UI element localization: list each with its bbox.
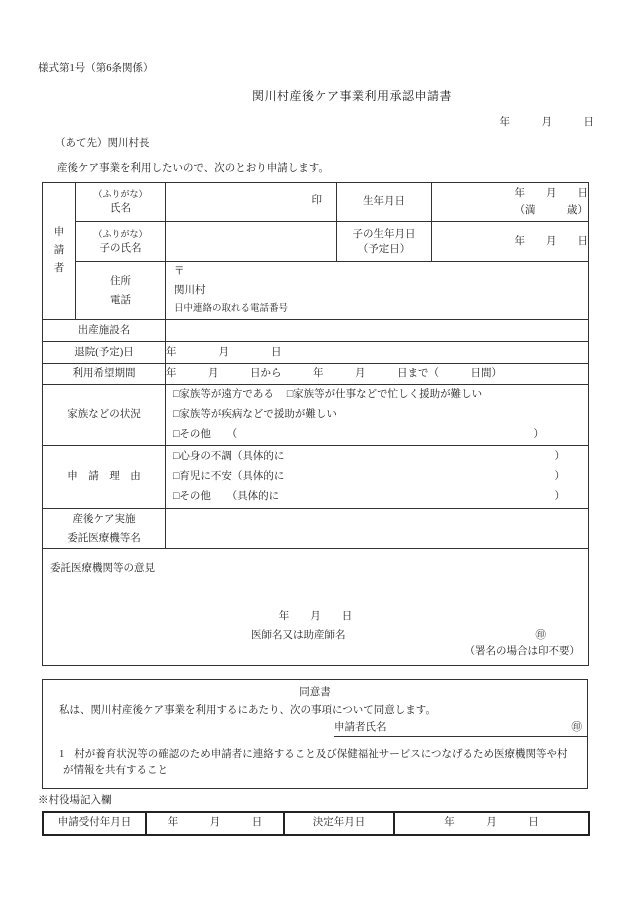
row-application-reason bbox=[43, 446, 589, 509]
row-address bbox=[43, 262, 589, 320]
consent-item-number: 1 bbox=[59, 749, 65, 761]
furigana-label: （ふりがな） bbox=[93, 189, 148, 200]
office-use-note: ※村役場記入欄 bbox=[38, 795, 112, 807]
reason-label: 申 請 理 由 bbox=[43, 446, 166, 509]
medical-opinion-label: 委託医療機関等の意見 bbox=[50, 562, 155, 574]
care-provider-entry-field bbox=[166, 509, 589, 549]
applicant-name-label: 申請者氏名 bbox=[334, 722, 387, 734]
page-title: 関川村産後ケア事業利用承認申請書 bbox=[251, 88, 452, 103]
birthdate-label: 生年月日 bbox=[337, 183, 432, 222]
office-use-table bbox=[42, 811, 590, 836]
intro-sentence: 産後ケア事業を利用したいので、次のとおり申請します。 bbox=[57, 162, 329, 174]
village-name: 関川村 bbox=[174, 285, 206, 297]
child-name-label-cell bbox=[76, 222, 166, 262]
address-phone-label: 住所 電話 bbox=[76, 262, 166, 320]
decision-date-blank: 年 月 日 bbox=[394, 812, 589, 835]
close-paren: ） bbox=[554, 471, 565, 483]
furigana-label: （ふりがな） bbox=[93, 228, 148, 239]
row-birth-facility bbox=[43, 320, 589, 342]
family-status-options bbox=[166, 385, 589, 446]
child-birthdate-label: 子の生年月日 （予定日） bbox=[337, 222, 432, 262]
care-provider-label: 産後ケア実施 委託医療機等名 bbox=[43, 509, 166, 549]
decision-date-label: 決定年月日 bbox=[284, 812, 394, 835]
consent-item-1 bbox=[43, 747, 587, 779]
consent-title: 同意書 bbox=[299, 687, 331, 699]
birthdate-entry-field bbox=[432, 183, 589, 222]
receipt-date-label: 申請受付年月日 bbox=[43, 812, 146, 835]
applicant-side-label: 申 請 者 bbox=[43, 183, 76, 320]
consent-item-text: 村が養育状況等の確認のため申請者に連絡すること及び保健福祉サービスにつなげるため医療機関等や村が情報を共有すること bbox=[63, 749, 568, 777]
checkbox-option-family-far: □家族等が遠方である bbox=[173, 389, 274, 401]
name-label: 氏名 bbox=[110, 203, 131, 215]
checkbox-option-childcare-anxiety: □育児に不安（具体的に bbox=[173, 471, 285, 483]
family-status-label: 家族などの状況 bbox=[43, 385, 166, 446]
close-paren: ） bbox=[554, 451, 565, 463]
birthdate-blank: 年 月 日 bbox=[514, 188, 588, 200]
row-discharge-date bbox=[43, 342, 589, 364]
facility-label: 出産施設名 bbox=[43, 320, 166, 342]
consent-statement: 私は、関川村産後ケア事業を利用するにあたり、次の事項について同意します。 bbox=[59, 704, 436, 716]
row-child-name bbox=[43, 222, 589, 262]
child-name-label: 子の氏名 bbox=[99, 242, 142, 254]
row-applicant-name bbox=[43, 183, 589, 222]
seal-circle-mark: ㊞ bbox=[535, 630, 546, 642]
close-paren: ） bbox=[533, 429, 544, 441]
form-number: 様式第1号（第6条関係） bbox=[38, 63, 154, 74]
facility-entry-field bbox=[166, 320, 589, 342]
reason-options bbox=[166, 446, 589, 509]
row-desired-period bbox=[43, 364, 589, 385]
checkbox-option-family-other: □その他 （ bbox=[173, 429, 238, 441]
name-label-cell bbox=[76, 183, 166, 222]
postal-mark: 〒 bbox=[174, 266, 185, 278]
name-entry-field bbox=[166, 183, 337, 222]
discharge-date-blank: 年 月 日 bbox=[166, 342, 589, 364]
child-birthdate-entry-field bbox=[432, 222, 589, 262]
row-care-provider bbox=[43, 509, 589, 549]
close-paren: ） bbox=[554, 491, 565, 503]
period-blank: 年 月 日から 年 月 日まで（ 日間） bbox=[166, 364, 589, 385]
checkbox-option-family-busy: □家族等が仕事などで忙しく援助が難しい bbox=[286, 389, 483, 401]
child-name-entry-field bbox=[166, 222, 337, 262]
age-blank: （満 歳） bbox=[514, 205, 588, 217]
phone-note: 日中連絡の取れる電話番号 bbox=[174, 304, 289, 315]
applicant-name-signature-line bbox=[334, 721, 588, 737]
period-label: 利用希望期間 bbox=[43, 364, 166, 385]
opinion-date-blank: 年 月 日 bbox=[278, 610, 353, 622]
addressee: （あて先）関川村長 bbox=[55, 137, 150, 149]
row-medical-opinion bbox=[43, 549, 589, 666]
doctor-name-label: 医師名又は助産師名 bbox=[251, 630, 346, 642]
checkbox-option-family-illness: □家族等が疾病などで援助が難しい bbox=[173, 409, 337, 421]
child-birthdate-blank: 年 月 日 bbox=[514, 236, 588, 248]
medical-opinion-cell bbox=[43, 549, 589, 666]
checkbox-option-reason-other: □その他 （具体的に bbox=[173, 491, 280, 503]
row-family-status bbox=[43, 385, 589, 446]
checkbox-option-physical: □心身の不調（具体的に bbox=[173, 451, 285, 463]
receipt-date-blank: 年 月 日 bbox=[146, 812, 284, 835]
discharge-label: 退院(予定)日 bbox=[43, 342, 166, 364]
applicant-table bbox=[42, 182, 589, 666]
office-use-row bbox=[43, 812, 589, 835]
seal-circle-mark: ㊞ bbox=[571, 722, 582, 734]
application-date-blank: 年 月 日 bbox=[499, 117, 594, 129]
address-entry-field bbox=[166, 262, 589, 320]
seal-mark: 印 bbox=[311, 194, 322, 206]
signature-note: （署名の場合は印不要） bbox=[464, 645, 580, 657]
consent-section bbox=[42, 679, 588, 789]
